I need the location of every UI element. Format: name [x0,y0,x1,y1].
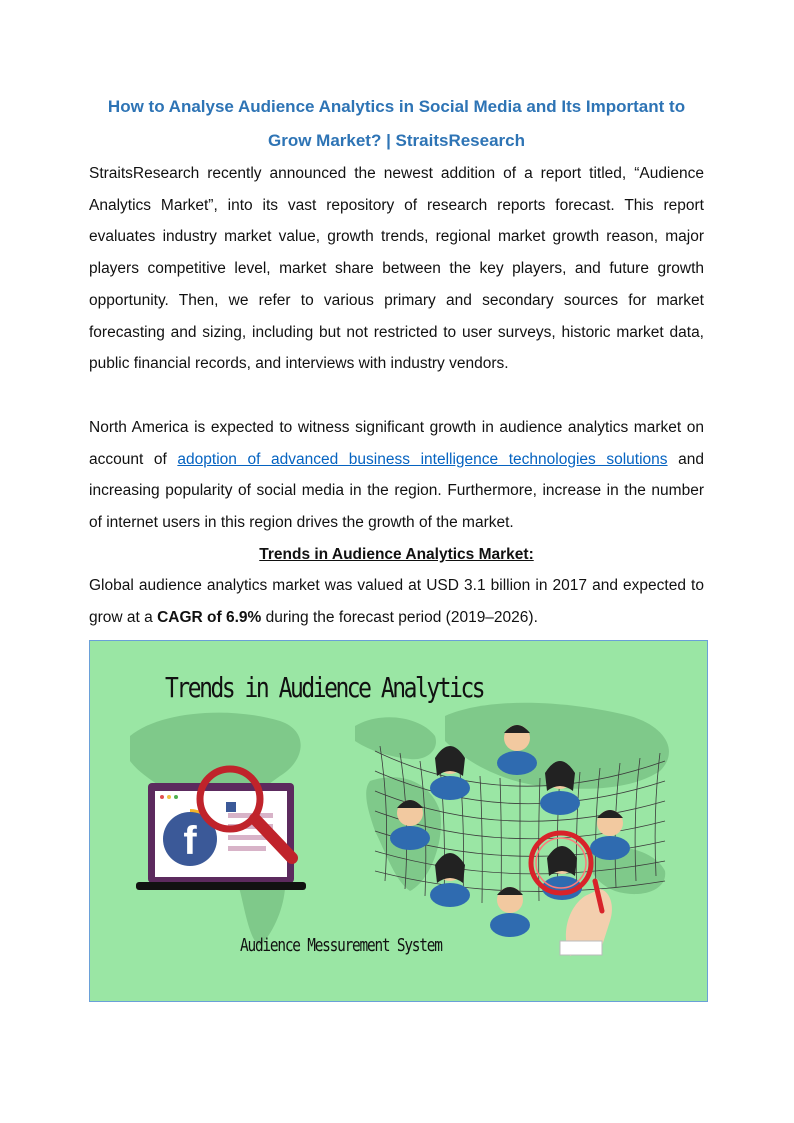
figure-caption: Audience Messurement System [240,935,442,956]
cagr-highlight: CAGR of 6.9% [157,609,262,627]
laptop-icon [136,783,306,890]
bi-solutions-link[interactable]: adoption of advanced business intelligence technologies solutions [177,450,668,468]
article [89,90,704,634]
paragraph-text: North America is expected to witness significant growth in audience analytics market on account of [89,418,704,468]
paragraph-text: and increasing popularity of social media in the region. Furthermore, increase in the number of internet users in this region drives the growth of the market. [89,450,705,532]
paragraph-text: Global audience analytics market was valued at USD 3.1 billion in 2017 and expected to grow at a [89,577,704,627]
intro-paragraph: StraitsResearch recently announced the newest addition of a report titled, “Audience Analytics Market”, into its vast repository of research reports forecast. This report evaluates industry market value, growth trends, regional market growth reason, major players competitive level, market share between the key players, and future growth opportunity. Then, we refer to various primary and secondary sources for market forecasting and sizing, including but not restricted to user surveys, historic market data, public financial records, and interviews with industry vendors. [89,165,704,373]
audience-analytics-figure [89,640,708,1002]
page-title: How to Analyse Audience Analytics in Social Media and Its Important to Grow Market? | StraitsResearch [107,97,686,150]
paragraph-text: during the forecast period (2019–2026). [261,609,538,627]
paragraph-spacer [89,380,704,412]
section-heading: Trends in Audience Analytics Market: [259,545,534,563]
market-value-paragraph [89,570,704,633]
figure-title: Trends in Audience Analytics [165,671,484,704]
svg-text:f: f [183,819,197,863]
north-america-paragraph [89,412,704,539]
